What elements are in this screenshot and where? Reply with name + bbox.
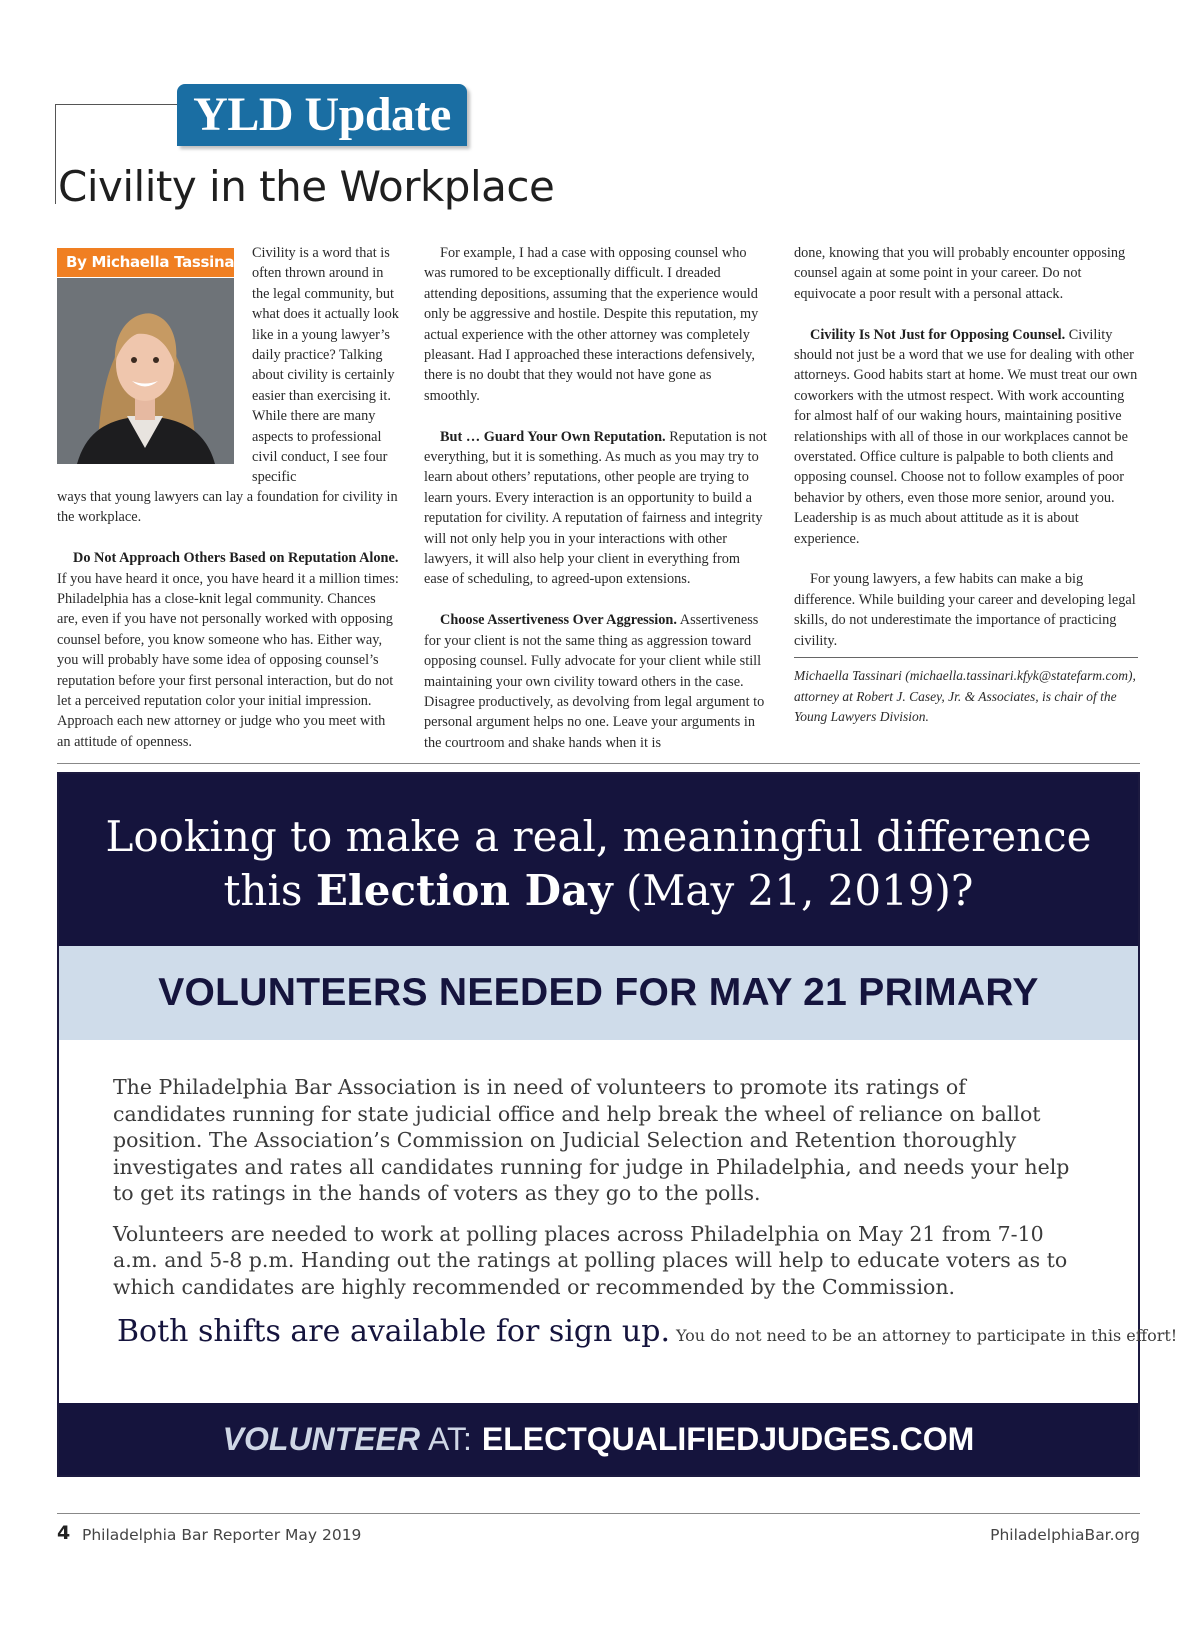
author-byline: By Michaella Tassinari (57, 248, 234, 277)
article-column-2 (424, 243, 767, 753)
section-1-paragraph (57, 548, 400, 752)
intro-text-bottom: ways that young lawyers can lay a foundation for civility in the workplace. (57, 489, 398, 526)
section-4-body: Civility should not just be a word that we use for dealing with other attorneys. Good habits start at home. We must treat our own coworkers with the utmost respect. With work accounting for almost half of our waking hours, maintaining positive relationships with all of those in our workplaces cannot be overstated. Office culture is palpable to both clients and opposing counsel. Choose not to follow examples of poor behavior by others, even those more senior, around you. Leadership is as much about attitude as it is about experience. (794, 326, 1138, 547)
section-1-body: If you have heard it once, you have heard it a million times: Philadelphia has a close-knit legal community. Chances are, even if you have not personally worked with opposing counsel before, you know someone who has. Either way, you will probably have some idea of opposing counsel’s reputation before your first personal interaction, but do not let a perceived reputation color your initial impression. Approach each new attorney or judge who you meet with an attitude of openness. (57, 570, 399, 750)
cta-at: AT: (428, 1421, 472, 1457)
ad-shifts-line (117, 1314, 1178, 1349)
ad-headline-pre: this (223, 866, 316, 915)
cta-website-link[interactable]: ELECTQUALIFIEDJUDGES.COM (481, 1421, 975, 1457)
volunteer-advertisement (57, 772, 1178, 1477)
website-link[interactable]: PhiladelphiaBar.org (990, 1526, 1140, 1544)
section-2-heading: But … Guard Your Own Reputation. (440, 428, 666, 445)
publication-name: Philadelphia Bar Reporter May 2019 (82, 1526, 362, 1544)
closing-paragraph: For young lawyers, a few habits can make a big difference. While building your career and developing legal skills, do not underestimate the importance of practicing civility. (794, 571, 1136, 649)
example-paragraph: For example, I had a case with opposing counsel who was rumored to be exceptionally difficult. I dreaded attending depositions, assuming that the experience would only be aggressive and hostile. Despite this reputation, my actual experience with the other attorney was completely pleasant. Had I approached these interactions defensively, there is no doubt that they would not have gone as smoothly. (424, 245, 759, 404)
section-4-heading: Civility Is Not Just for Opposing Counsel. (810, 326, 1066, 343)
header-rule-vertical (55, 104, 56, 204)
article-divider (57, 763, 1140, 764)
article-column-1 (57, 487, 400, 752)
article-title: Civility in the Workplace (58, 162, 555, 211)
article-intro-top (252, 243, 400, 488)
author-photo (57, 278, 234, 464)
ad-body (113, 1074, 1073, 1314)
section-2-paragraph (424, 427, 767, 590)
section-3-paragraph (424, 610, 767, 753)
no-attorney-needed-text: You do not need to be an attorney to participate in this effort! (675, 1326, 1178, 1345)
section-1-heading: Do Not Approach Others Based on Reputation Alone. (73, 550, 399, 567)
section-3-heading: Choose Assertiveness Over Aggression. (440, 612, 677, 629)
signature-rule (794, 657, 1138, 658)
cta-volunteer: VOLUNTEER (222, 1421, 420, 1457)
ad-body-paragraph-1: The Philadelphia Bar Association is in need of volunteers to promote its ratings of candidates running for state judicial office and help break the wheel of reliance on ballot position. The Association’s Commission on Judicial Selection and Retention thoroughly investigates and rates all candidates running for judge in Philadelphia, and needs your help to get its ratings in the hands of voters as they go to the polls. (113, 1075, 1070, 1205)
ad-headline-date: (May 21, 2019)? (612, 866, 974, 915)
continued-paragraph: done, knowing that you will probably encounter opposing counsel again at some point in your career. Do not equivocate a poor result with a personal attack. (794, 245, 1126, 302)
ad-headline-election-day: Election Day (315, 866, 613, 915)
header-rule-horizontal (55, 104, 179, 105)
volunteer-cta-bar (59, 1403, 1138, 1475)
section-3-body: Assertiveness for your client is not the same thing as aggression toward opposing counsel. Fully advocate for your client while still maintaining your own civility toward others in the case. Disagree productively, as devolving from legal argument to personal argument helps no one. Leave your arguments in the courtroom and shake hands when it is (424, 612, 765, 751)
author-signature: Michaella Tassinari (michaella.tassinari.kfyk@statefarm.com), attorney at Robert J. Casey, Jr. & Associates, is chair of the Young Lawyers Division. (794, 668, 1136, 724)
section-2-body: Reputation is not everything, but it is something. As much as you may try to learn about others’ reputations, other people are trying to learn yours. Every interaction is an opportunity to build a reputation for civility. A reputation of fairness and integrity will not only help you in your interactions with other lawyers, it will also help your client in everything from ease of scheduling, to agreed-upon extensions. (424, 428, 767, 588)
ad-headline-line-1: Looking to make a real, meaningful difference (105, 812, 1092, 861)
author-portrait-illustration (57, 278, 234, 464)
section-tab: YLD Update (177, 84, 467, 146)
ad-headline-line-2 (59, 864, 1138, 918)
section-4-paragraph (794, 325, 1138, 549)
ad-body-paragraph-2: Volunteers are needed to work at polling places across Philadelphia on May 21 from 7-10 a.m. and 5-8 p.m. Handing out the ratings at polling places will help to educate voters as to which candidates are highly recommended or recommended by the Commission. (113, 1221, 1068, 1299)
intro-text-top: Civility is a word that is often thrown around in the legal community, but what does it actually look like in a young lawyer’s daily practice? Talking about civility is certainly easier than exercising it. While there are many aspects to professional civil conduct, I see four specific (252, 245, 399, 486)
page-number: 4 (57, 1522, 71, 1544)
ad-headline-panel (59, 774, 1138, 946)
article-column-3 (794, 243, 1138, 727)
volunteers-needed-banner: VOLUNTEERS NEEDED FOR MAY 21 PRIMARY (59, 946, 1138, 1040)
footer-rule (57, 1513, 1140, 1514)
shifts-available-text: Both shifts are available for sign up. (117, 1314, 670, 1349)
